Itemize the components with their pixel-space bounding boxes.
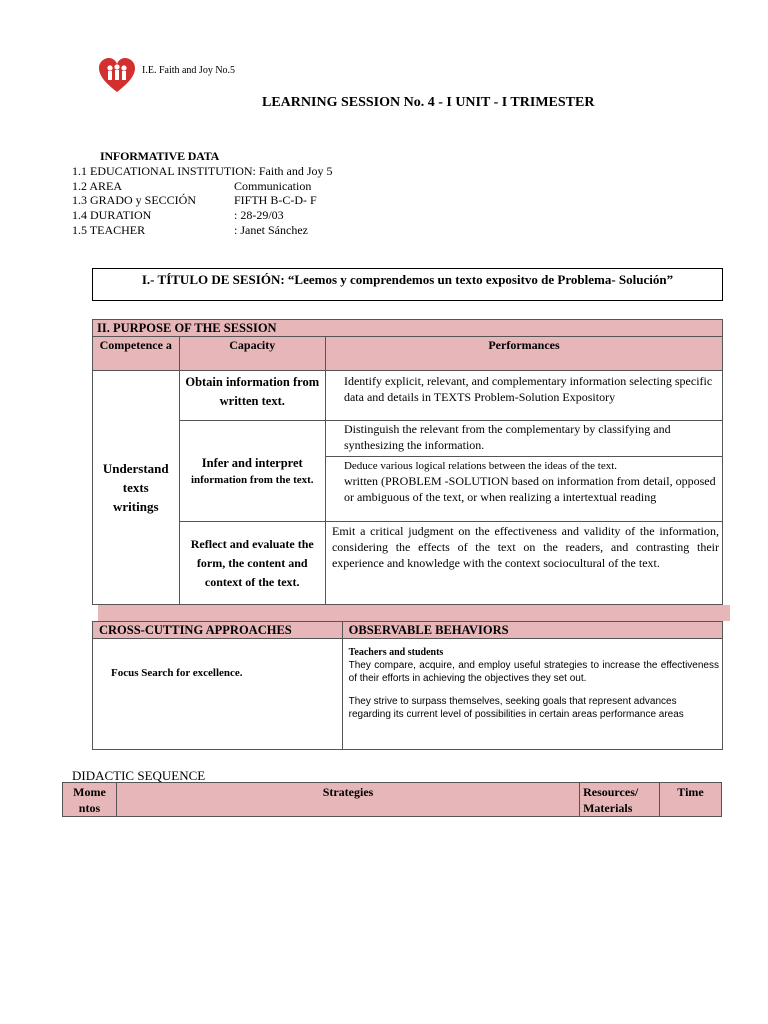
col-approaches: CROSS-CUTTING APPROACHES: [93, 622, 343, 639]
capacity-reflect: Reflect and evaluate the form, the content and context of the text.: [179, 522, 325, 605]
didactic-table: [62, 782, 722, 817]
performance-emit: Emit a critical judgment on the effectiveness and validity of the information, considering the effects of the text on the readers, and contrasting their experience and knowledge with the context sociocultural of the text.: [325, 522, 722, 605]
col-competence: Competence a: [93, 337, 180, 371]
capacity-infer: Infer and interpret information from the text.: [179, 421, 325, 522]
purpose-table: [92, 319, 723, 605]
performance-deduce: Deduce various logical relations between the ideas of the text. written (PROBLEM -SOLUTION based on information from detail, opposed or ambiguous of the text, or when realizing a intertextual reading: [325, 457, 722, 522]
informative-heading: INFORMATIVE DATA: [100, 149, 220, 163]
performance-distinguish: Distinguish the relevant from the complementary by classifying and synthesizing the information.: [325, 421, 722, 457]
col-moments: Mome ntos: [63, 783, 117, 817]
page-title: LEARNING SESSION No. 4 - I UNIT - I TRIMESTER: [262, 95, 595, 110]
behavior-paragraph-2: They strive to surpass themselves, seeking goals that represent advances regarding its current level of possibilities in certain areas performance areas: [348, 696, 684, 720]
separator-band: [98, 605, 730, 621]
info-row-duration: 1.4 DURATION : 28-29/03: [72, 208, 284, 222]
didactic-label: DIDACTIC SEQUENCE: [72, 768, 206, 783]
behavior-paragraph-1: They compare, acquire, and employ useful strategies to increase the effectiveness of their efforts in achieving the objectives they set out.: [348, 660, 719, 684]
capacity-obtain: Obtain information from written text.: [179, 371, 325, 421]
competence-cell: Understand texts writings: [93, 371, 180, 605]
info-row-grade: 1.3 GRADO y SECCIÓN FIFTH B-C-D- F: [72, 193, 317, 207]
col-capacity: Capacity: [179, 337, 325, 371]
info-row-institution: 1.1 EDUCATIONAL INSTITUTION: Faith and Joy 5: [72, 164, 333, 178]
crosscutting-table: [92, 621, 723, 750]
behavior-heading: Teachers and students: [348, 647, 444, 658]
col-behaviors: OBSERVABLE BEHAVIORS: [342, 622, 722, 639]
performance-identify: Identify explicit, relevant, and complementary information selecting specific data and details in TEXTS Problem-Solution Expository: [325, 371, 722, 421]
school-name: I.E. Faith and Joy No.5: [142, 65, 236, 76]
session-title-box: I.- TÍTULO DE SESIÓN: “Leemos y comprendemos un texto expositvo de Problema- Solución”: [92, 268, 723, 301]
col-resources: Resources/ Materials: [580, 783, 660, 817]
col-performances: Performances: [325, 337, 722, 371]
behaviors-cell: [342, 639, 722, 750]
col-strategies: Strategies: [116, 783, 579, 817]
purpose-heading: II. PURPOSE OF THE SESSION: [93, 320, 723, 337]
school-logo-icon: [98, 58, 136, 94]
approach-cell: Focus Search for excellence.: [93, 639, 343, 750]
info-row-area: 1.2 AREA Communication: [72, 179, 312, 193]
col-time: Time: [660, 783, 722, 817]
info-row-teacher: 1.5 TEACHER : Janet Sánchez: [72, 223, 308, 237]
